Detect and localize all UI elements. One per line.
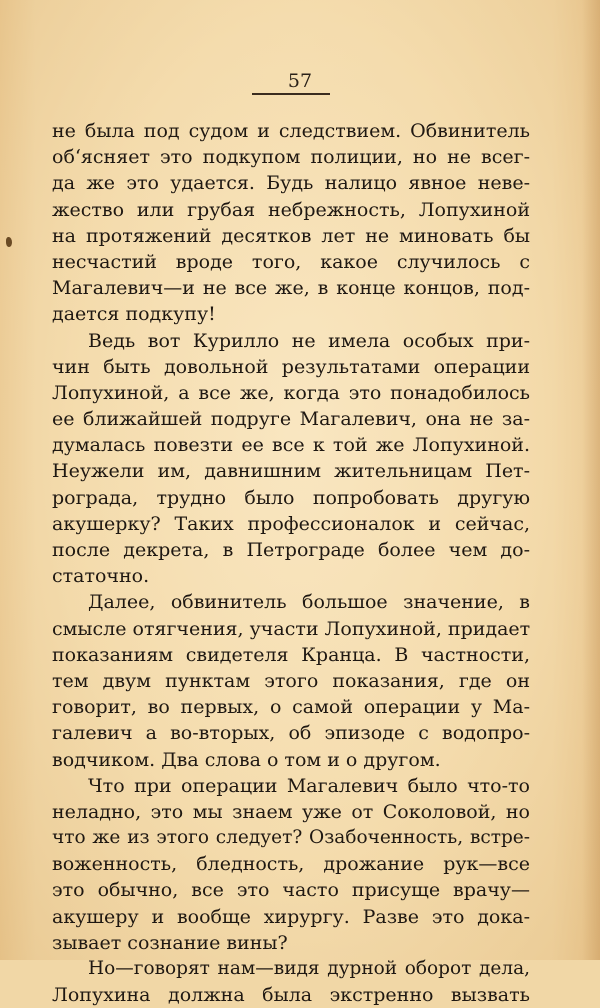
text-line: воженность, бледность, дрожание рук—все (52, 853, 530, 876)
text-line: жество или грубая небрежность, Лопухиной (52, 198, 530, 221)
text-line: думалась повезти ее все к той же Лопухиной. (52, 434, 530, 457)
text-line: Но—говорят нам—видя дурной оборот дела, (88, 958, 530, 979)
text-line: показаниям свидетеля Кранца. В частности, (52, 643, 530, 666)
ink-fleck (6, 237, 12, 247)
body-text (52, 118, 530, 1008)
text-line: зывает сознание вины? (52, 931, 288, 954)
text-line: акушеру и вообще хирургу. Разве это дока- (52, 905, 530, 928)
text-line: на протяжений десятков лет не миновать бы (52, 224, 530, 247)
text-line: Далее, обвинитель большое значение, в (88, 591, 530, 614)
page-edge-shadow (582, 0, 600, 960)
text-line: об‘ясняет это подкупом полиции, но не всег- (52, 146, 530, 169)
text-line: Магалевич—и не все же, в конце концов, под- (52, 277, 530, 300)
text-line: не была под судом и следствием. Обвинитель (52, 120, 530, 142)
text-line: Ведь вот Курилло не имела особых при- (88, 329, 530, 352)
page-number: 57 (287, 70, 313, 92)
text-line: неладно, это мы знаем уже от Соколовой, но (52, 800, 530, 823)
text-line: Лопухина должна была экстренно вызвать (52, 984, 530, 1007)
text-line: несчастий вроде того, какое случилось с (52, 250, 530, 273)
page-number-rule (252, 93, 330, 95)
text-line: Неужели им, давнишним жительницам Пет- (52, 460, 530, 483)
text-line: акушерку? Таких профессионалок и сейчас, (52, 512, 530, 535)
text-line: да же это удается. Будь налицо явное неве- (52, 172, 530, 195)
text-line: Лопухиной, а все же, когда это понадобилось (52, 381, 530, 404)
text-line: ее ближайшей подруге Магалевич, она не за- (52, 408, 530, 431)
text-line: что же из этого следует? Озабоченность, встре- (52, 827, 530, 849)
text-line: после декрета, в Петрограде более чем до- (52, 539, 530, 561)
text-line: это обычно, все это часто присуще врачу— (52, 879, 530, 902)
text-line: смысле отягчения, участи Лопухиной, придает (52, 617, 531, 640)
text-line: галевич а во-вторых, об эпизоде с водопро- (52, 722, 530, 745)
text-line: водчиком. Два слова о том и о другом. (52, 748, 441, 771)
text-line: говорит, во первых, о самой операции у Ма- (52, 696, 530, 719)
text-line: чин быть довольной результатами операции (52, 355, 530, 378)
text-line: статочно. (52, 565, 150, 588)
text-line: дается подкупу! (52, 303, 216, 326)
text-line: тем двум пунктам этого показания, где он (52, 669, 530, 692)
text-line: Что при операции Магалевич было что-то (88, 774, 530, 797)
text-line: рограда, трудно было попробовать другую (52, 486, 530, 509)
